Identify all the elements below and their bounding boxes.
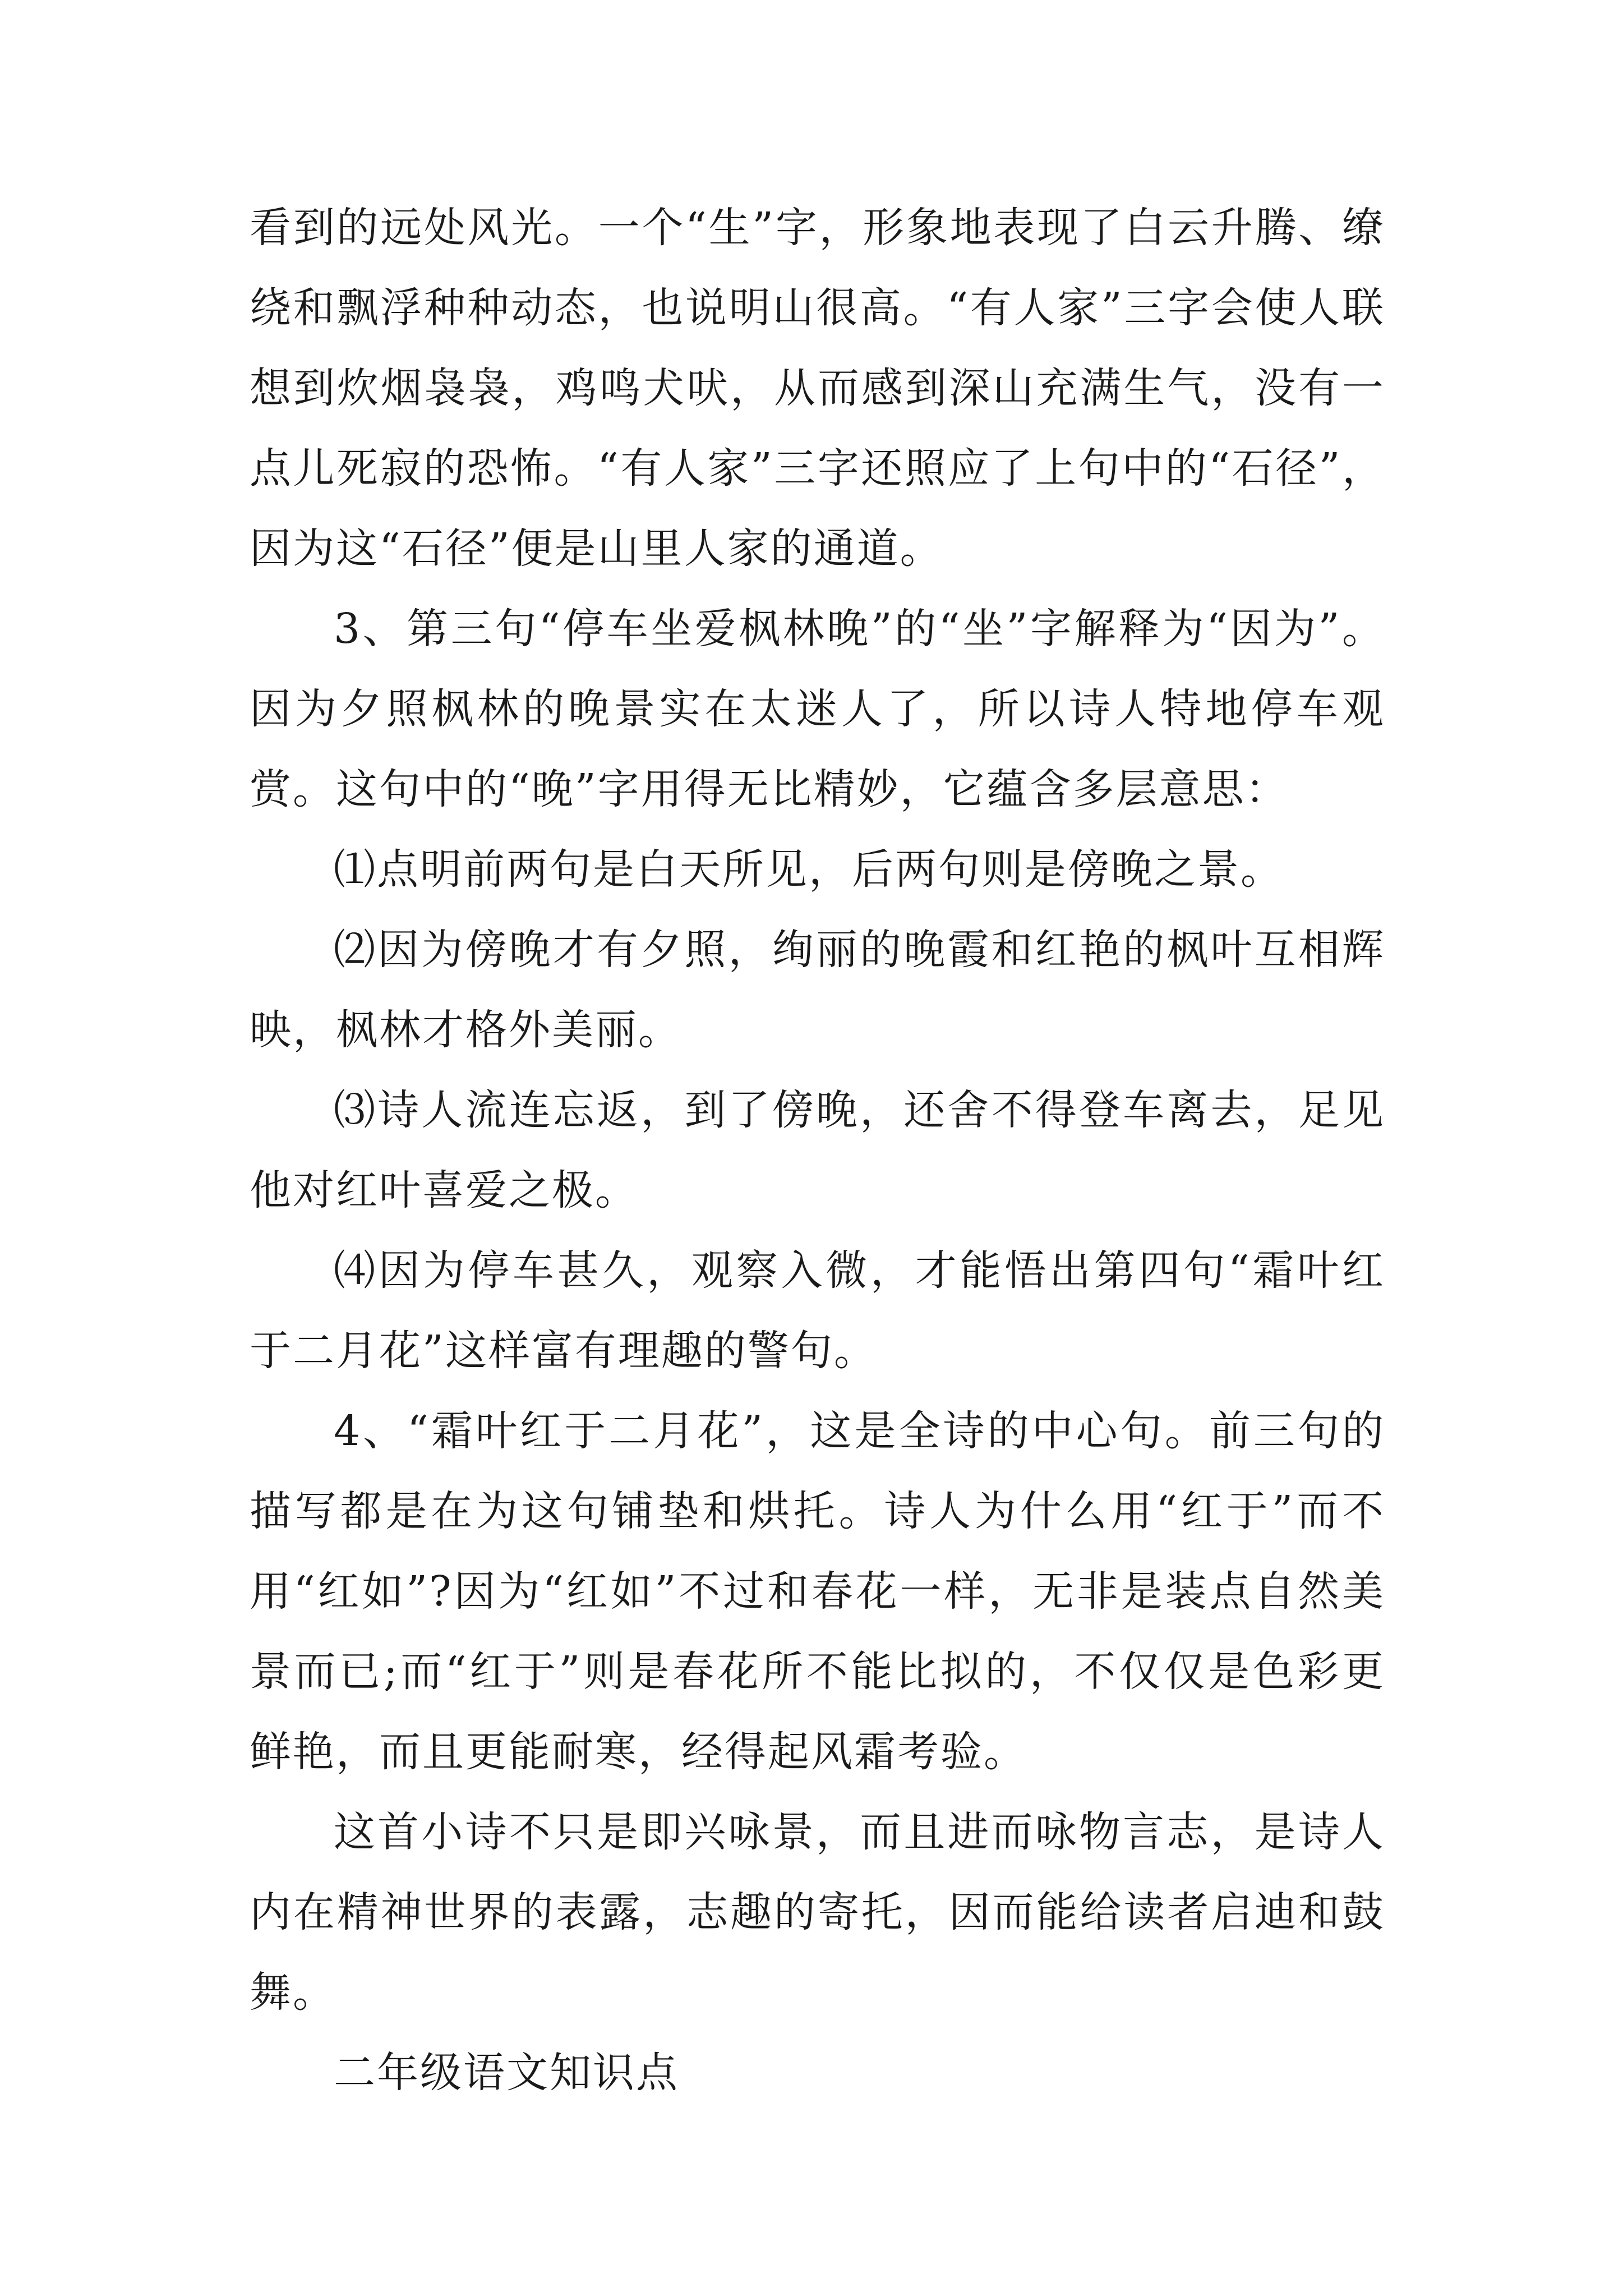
paragraph-sub-2: ⑵因为傍晚才有夕照，绚丽的晚霞和红艳的枫叶互相辉映，枫林才格外美丽。 <box>250 926 1385 1054</box>
paragraph-sub-4: ⑷因为停车甚久，观察入微，才能悟出第四句“霜叶红于二月花”这样富有理趣的警句。 <box>250 1246 1385 1375</box>
paragraph-sub-1: ⑴点明前两句是白天所见，后两句则是傍晚之景。 <box>334 845 1284 894</box>
paragraph-summary: 这首小诗不只是即兴咏景，而且进而咏物言志，是诗人内在精神世界的表露，志趣的寄托，因而能给读者启迪和鼓舞。 <box>250 1808 1385 2017</box>
paragraph-point-3: 3、第三句“停车坐爱枫林晚”的“坐”字解释为“因为”。因为夕照枫林的晚景实在太迷人了，所以诗人特地停车观赏。这句中的“晚”字用得无比精妙，它蕴含多层意思： <box>250 605 1385 813</box>
document-body <box>250 188 1385 2113</box>
section-heading: 二年级语文知识点 <box>334 2049 679 2097</box>
paragraph-sub-3: ⑶诗人流连忘返，到了傍晚，还舍不得登车离去，足见他对红叶喜爱之极。 <box>250 1086 1385 1214</box>
paragraph-continuation: 看到的远处风光。一个“生”字，形象地表现了白云升腾、缭绕和飘浮种种动态，也说明山很高。“有人家”三字会使人联想到炊烟袅袅，鸡鸣犬吠，从而感到深山充满生气，没有一点儿死寂的恐怖。“有人家”三字还照应了上句中的“石径”，因为这“石径”便是山里人家的通道。 <box>250 204 1385 573</box>
paragraph-point-4: 4、“霜叶红于二月花”，这是全诗的中心句。前三句的描写都是在为这句铺垫和烘托。诗人为什么用“红于”而不用“红如”?因为“红如”不过和春花一样，无非是装点自然美景而已;而“红于”则是春花所不能比拟的，不仅仅是色彩更鲜艳，而且更能耐寒，经得起风霜考验。 <box>250 1407 1385 1776</box>
